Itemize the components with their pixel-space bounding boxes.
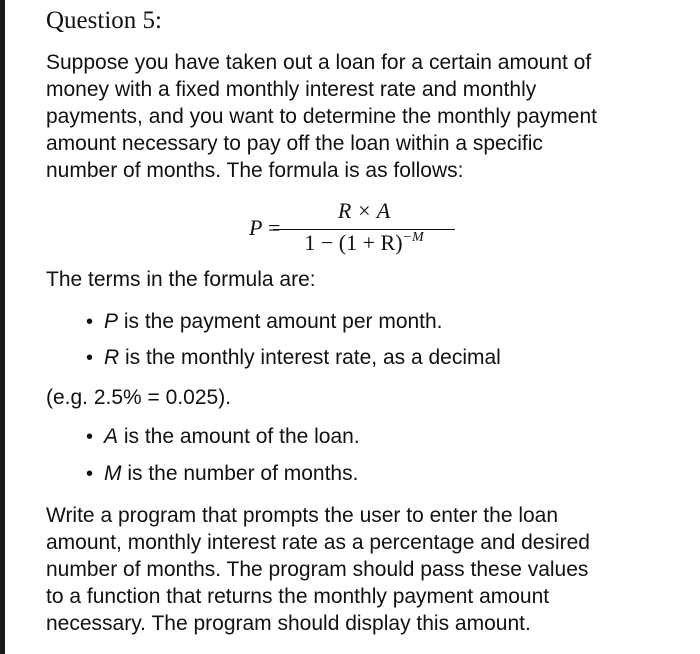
term-variable: P xyxy=(104,310,119,333)
term-variable: A xyxy=(104,425,119,448)
term-description: is the payment amount per month. xyxy=(118,310,443,333)
intro-line: money with a fixed monthly interest rate and monthly xyxy=(46,78,537,101)
term-variable: M xyxy=(104,462,122,485)
left-border-rule xyxy=(0,0,5,654)
intro-paragraph xyxy=(46,49,597,184)
term-description: is the amount of the loan. xyxy=(118,425,360,448)
closing-paragraph xyxy=(46,502,590,637)
term-list-item xyxy=(86,460,358,488)
formula-denominator xyxy=(273,230,455,256)
formula-equals: = xyxy=(267,215,281,240)
terms-heading: The terms in the formula are: xyxy=(46,268,316,291)
closing-line: amount, monthly interest rate as a percentage and desired xyxy=(46,531,590,554)
term-description: is the monthly interest rate, as a decimal xyxy=(119,346,501,369)
formula-numerator: R × A xyxy=(337,198,391,223)
term-description: is the number of months. xyxy=(121,462,359,485)
intro-line: payments, and you want to determine the monthly payment xyxy=(46,105,597,128)
bullet-icon: • xyxy=(86,426,94,448)
payment-formula xyxy=(0,196,700,264)
closing-line: number of months. The program should pass these values xyxy=(46,558,589,581)
term-list-item xyxy=(86,344,501,372)
intro-line: amount necessary to pay off the loan within a specific xyxy=(46,132,543,155)
decimal-example: (e.g. 2.5% = 0.025). xyxy=(46,386,232,409)
term-variable: R xyxy=(104,346,120,369)
closing-line: to a function that returns the monthly payment amount xyxy=(46,585,550,608)
term-list-item xyxy=(86,308,443,336)
denominator-exponent: −M xyxy=(402,230,424,245)
denominator-base: 1 − (1 + R) xyxy=(304,230,403,255)
bullet-icon: • xyxy=(86,463,94,485)
closing-line: Write a program that prompts the user to enter the loan xyxy=(46,504,559,527)
term-list-item xyxy=(86,423,360,451)
bullet-icon: • xyxy=(86,311,94,333)
bullet-icon: • xyxy=(86,347,94,369)
intro-line: number of months. The formula is as follows: xyxy=(46,159,464,182)
formula-lhs-var: P xyxy=(249,215,263,240)
question-title: Question 5: xyxy=(46,7,162,34)
intro-line: Suppose you have taken out a loan for a certain amount of xyxy=(46,51,592,74)
closing-line: necessary. The program should display this amount. xyxy=(46,612,531,635)
